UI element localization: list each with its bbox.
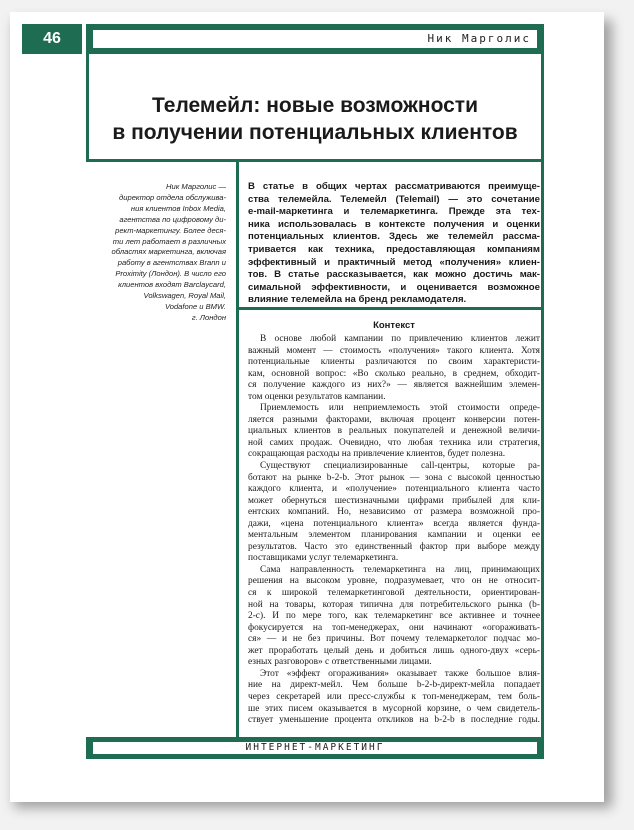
- body-line: потенциальные клиенты различаются по своим характеристи-: [248, 357, 540, 368]
- body-line: ся к широкой телемаркетинговой деятельности, ориентирован-: [248, 588, 540, 599]
- body-line: ботают на рынке b-2-b. Этот рынок — зона с высокой ценностью: [248, 472, 540, 483]
- lead-line: эффективный и практичный метод «получения» клиен-: [248, 256, 540, 268]
- bio-line: г. Лондон: [191, 312, 226, 322]
- body-line: ся» — и не без причины. Вот почему телемаркетолог подчас мо-: [248, 634, 540, 645]
- bio-line: Ник Марголис —: [166, 182, 226, 191]
- body-line: результатов. Часто это единственный фактор при выборе между: [248, 541, 540, 552]
- body-line: Этот «эффект огораживания» оказывает также большое влия-: [260, 668, 540, 679]
- bio-line: Vodafone и BMW.: [164, 301, 226, 311]
- body-line: жет проработать целый день и добиться лишь одного-двух «серь-: [248, 645, 540, 656]
- running-header-box: [93, 30, 537, 48]
- frame-right-line: [541, 54, 544, 739]
- body-line: ментальным элементом планирования кампании и оценки ее: [248, 530, 540, 541]
- article-lead: [248, 181, 540, 307]
- bio-line: ния клиентов Inbox Media,: [130, 203, 226, 213]
- bio-line: Proximity (Лондон). В число его: [115, 269, 226, 279]
- bio-line: работу в агентствах Brann и: [117, 258, 226, 268]
- page-number: 46: [43, 30, 61, 47]
- title-divider: [86, 159, 544, 162]
- running-footer-label: ИНТЕРНЕТ-МАРКЕТИНГ: [245, 742, 385, 753]
- article-body: [248, 334, 540, 727]
- body-line: кам, основной вопрос: «Во сколько реально, в среднем, обходит-: [248, 368, 540, 379]
- bio-line: директор отдела обслужива-: [119, 192, 226, 202]
- body-line: ной самих продаж. Очевидно, что любая техника или стратегия,: [248, 437, 540, 448]
- body-line: через секретарей или пресс-службы к топ-менеджерам, тем боль-: [248, 691, 540, 702]
- lead-line: симальной эффективности, и оценивается возможное: [248, 281, 540, 293]
- body-line: В основе любой кампании по привлечению клиентов лежит: [260, 334, 540, 344]
- author-bio: [96, 182, 226, 324]
- bio-line: рект-маркетингу. Более деся-: [115, 225, 226, 235]
- body-line: 2-c). И по мере того, как телемаркетинг все активнее и точнее: [248, 611, 540, 622]
- bio-line: ти лет работает в различных: [112, 236, 226, 246]
- body-line: ентских компаний. Но, независимо от размера возможной про-: [248, 507, 540, 518]
- body-line: фокусируется на топ-менеджерах, они начинают «огораживать-: [248, 622, 540, 633]
- lead-line: В статье в общих чертах рассматриваются преимуще-: [248, 181, 540, 192]
- article-title: [86, 92, 544, 146]
- running-header-author: Ник Марголис: [427, 32, 531, 45]
- body-line: том оценки результатов кампании.: [248, 391, 386, 402]
- lead-line: влияние телемейла на бренд рекламодателя.: [248, 294, 467, 306]
- paragraph: [248, 669, 540, 727]
- lead-line: потенциальных клиентов. Здесь же телемейл рассма-: [248, 231, 540, 243]
- body-line: циальных клиентов в реальных покупателей и денежной величи-: [248, 426, 540, 437]
- body-line: езных разговоров» с ответственными лицами.: [248, 657, 432, 668]
- body-line: ние на директ-мейл. Чем больше b-2-b-директ-мейла попадает: [248, 680, 540, 691]
- body-line: Существуют специализированные call-центры, которые ра-: [260, 461, 540, 472]
- body-line: решения на высоком уровне, подразумевает, что он не относит-: [248, 576, 540, 587]
- lead-line: e-mail-маркетинга и телемаркетинга. Прежде эта тех-: [248, 206, 540, 218]
- paragraph: [248, 461, 540, 565]
- bio-line: областях маркетинга, включая: [111, 247, 226, 257]
- lead-line: ства телемейла. Телемейл (Telemail) — это сочетание: [248, 193, 540, 205]
- body-line: ляется разными факторами, включая процент конверсии потен-: [248, 414, 540, 425]
- body-line: поставщиками услуг телемаркетинга.: [248, 553, 399, 564]
- article-title-line-2: в получении потенциальных клиентов: [112, 121, 518, 144]
- body-line: может обернуться шестизначными цифрами прибылей для кли-: [248, 495, 540, 506]
- body-line: ной на товары, которая типична для потребительского рынка (b-: [248, 599, 540, 610]
- lead-line: тривается как техника, предоставляющая компаниям: [248, 243, 540, 255]
- body-line: ся получение каждого из них?» — является важнейшим элемен-: [248, 380, 540, 391]
- body-line: сокращающая расходы на привлечение клиентов, будет полезна.: [248, 449, 506, 460]
- body-line: важный момент — стоимость «получения» такого клиента. Хотя: [248, 345, 540, 356]
- body-line: каждого клиента, и «получение» потенциального клиента часто: [248, 484, 540, 495]
- column-divider: [236, 160, 239, 740]
- bio-line: Volkswagen, Royal Mail,: [143, 291, 226, 301]
- paragraph: [248, 403, 540, 461]
- lead-divider: [236, 307, 544, 310]
- article-title-line-1: Телемейл: новые возможности: [152, 94, 478, 117]
- body-line: Сама направленность телемаркетинга на лиц, принимающих: [260, 564, 540, 575]
- lead-line: тов. В статье рассказывается, как можно достичь мак-: [248, 269, 540, 281]
- bio-line: клиентов входят Barclaycard,: [118, 280, 226, 290]
- section-heading: Контекст: [373, 320, 415, 331]
- body-line: дажи, «цена потенциального клиента» всегда является фунда-: [248, 518, 540, 529]
- paragraph: [248, 565, 540, 669]
- body-line: Приемлемость или неприемлемость этой стоимости опреде-: [260, 403, 540, 414]
- paragraph: [248, 334, 540, 403]
- lead-line: ника использовалась в контексте получения и оценки: [248, 218, 540, 230]
- bio-line: агентства по цифровому ди-: [119, 214, 226, 224]
- body-line: ше этих писем оказывается в мусорной корзине, о чем свидетель-: [248, 703, 540, 714]
- body-line: ствует уменьшение процента откликов на b-2-b в последние годы.: [248, 715, 540, 726]
